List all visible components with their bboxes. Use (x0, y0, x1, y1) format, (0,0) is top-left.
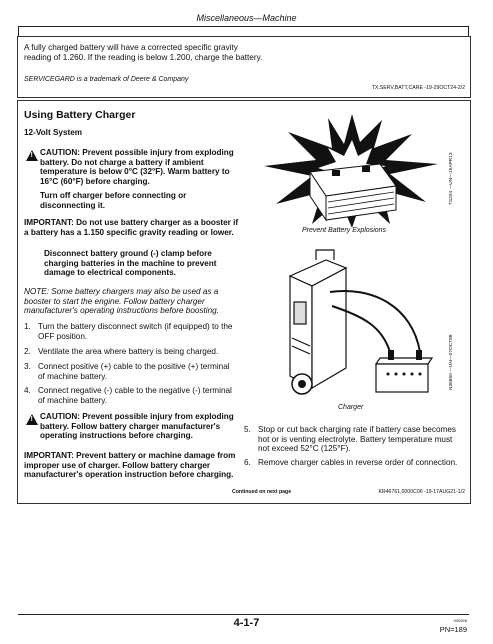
step-number: 6. (244, 458, 251, 467)
battery-explosion-illustration (262, 112, 442, 230)
figure-2-caption: Charger (338, 404, 364, 411)
footer-rule (18, 614, 469, 615)
caution-1-detail: Turn off charger before connecting or disconnecting it. (40, 191, 187, 210)
warning-icon: ! (26, 150, 38, 161)
important-1: IMPORTANT: Do not use battery charger as a booster if a battery has a 1.150 specific gravity reading or lower. (24, 218, 239, 237)
caution-2: CAUTION: Prevent possible injury from exploding battery. Follow battery charger manufacturer's operating instructions before charging. (40, 412, 234, 441)
step-text: Stop or cut back charging rate if battery case becomes hot or is venting electrolyte. Battery temperature must not exceed 52°C (125°F). (258, 425, 456, 454)
figure-1-caption: Prevent Battery Explosions (302, 227, 387, 234)
step-number: 1. (24, 322, 31, 331)
continued-note: Continued on next page (232, 489, 292, 495)
step-number: 4. (24, 386, 31, 395)
section-code: KR46761,0000C06 -19-17AUG21-1/2 (378, 489, 465, 495)
section-title: Using Battery Charger (24, 109, 136, 121)
warning-icon: ! (26, 414, 38, 425)
left-margin-line (18, 26, 19, 36)
header-rule (18, 26, 469, 27)
step-text: Remove charger cables in reverse order of connection. (258, 458, 458, 467)
caution-1: CAUTION: Prevent possible injury from exploding battery. Do not charge a battery if ambient temperature is below 0°C (32°F). Warm battery to 16°C (60°F) before charging. (40, 148, 234, 186)
section-subtitle: 12-Volt System (24, 128, 83, 137)
step-text: Turn the battery disconnect switch (if equipped) to the OFF position. (38, 322, 233, 341)
top-note-text: A fully charged battery will have a corrected specific gravity reading of 1.260. If the reading is below 1.200, charge the battery. (24, 43, 263, 62)
figure-1-code: TS204 —UN—15APR13 (449, 152, 454, 205)
top-note-code: TX,SERV,BATT,CARE -19-29OCT24-2/2 (371, 85, 465, 91)
footer-small-code: 030926 (453, 618, 467, 623)
important-1-detail: Disconnect battery ground (-) clamp before charging batteries in the machine to prevent damage to electrical components. (44, 249, 217, 278)
figure-2-code: N36860 —UN—07OCT88 (449, 334, 454, 390)
trademark-note: SERVICEGARD is a trademark of Deere & Company (24, 76, 189, 83)
important-2: IMPORTANT: Prevent battery or machine damage from improper use of charger. Follow battery charger manufacturer's operation instruction before charging. (24, 451, 236, 480)
step-number: 5. (244, 425, 251, 434)
note: NOTE: Some battery chargers may also be used as a booster to start the engine. Follow battery charger manufacturer's operating instructions before boosting. (24, 287, 219, 316)
page-number: 4-1-7 (233, 617, 260, 629)
step-text: Connect positive (+) cable to the positive (+) terminal of machine battery. (38, 362, 230, 381)
step-text: Ventilate the area where battery is being charged. (38, 347, 219, 356)
step-number: 2. (24, 347, 31, 356)
right-margin-line (468, 26, 469, 36)
charger-illustration (272, 246, 442, 402)
step-text: Connect negative (-) cable to the negative (-) terminal of machine battery. (38, 386, 232, 405)
step-number: 3. (24, 362, 31, 371)
header-title: Miscellaneous—Machine (196, 13, 297, 23)
pn-number: PN=189 (439, 625, 467, 634)
